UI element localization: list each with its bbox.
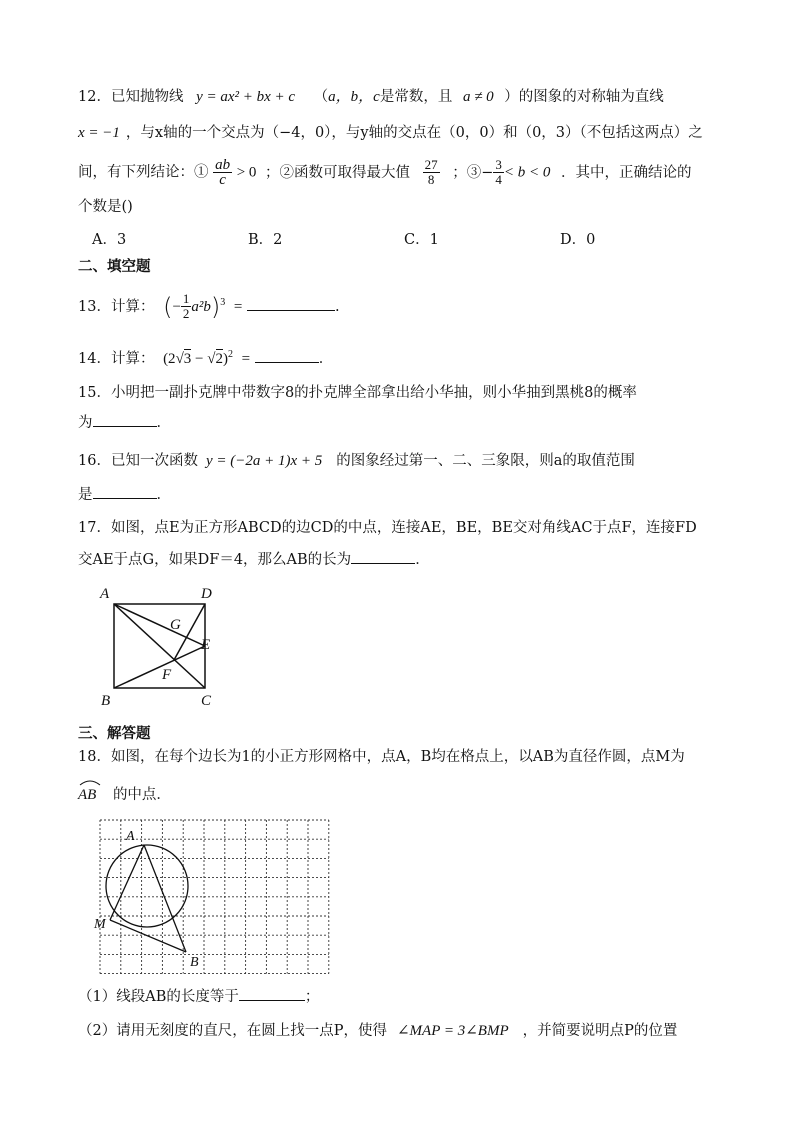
label-b: B [101, 693, 111, 709]
q15-line1: 15．小明把一副扑克牌中带数字8的扑克牌全部拿出给小华抽，则小华抽到黑桃8的概率 [78, 385, 637, 401]
q13-answer-blank[interactable] [247, 296, 335, 311]
q18-line2: AB 的中点． [78, 784, 171, 806]
q15-line2: 为 ． [78, 412, 171, 434]
q13-line: 13．计算： (− $\frac{1}{2}$ a²b)$^3$ = . [78, 291, 340, 322]
arc-ab: AB [78, 784, 96, 806]
label-f: F [162, 667, 172, 683]
segment-am [110, 845, 144, 920]
q12-line2: x = −1 ，与x轴的一个交点为（−4，0），与y轴的交点在（0，0）和（0，3）（不包括这两点）之 [78, 125, 703, 141]
q15-answer-blank[interactable] [93, 412, 157, 427]
q18-line1: 18．如图，在每个边长为1的小正方形网格中，点A，B均在格点上，以AB为直径作圆，点M为 [78, 749, 685, 765]
circle-ab [106, 845, 188, 927]
q17-answer-blank[interactable] [351, 549, 415, 564]
q12-option-d[interactable]: D．0 [560, 232, 596, 248]
label-c: C [201, 693, 212, 709]
label-b18: B [190, 955, 199, 970]
label-a: A [100, 586, 110, 602]
q16-line1: 16．已知一次函数 y = (−2a + 1)x + 5 的图象经过第一、二、三象限，则a的取值范围 [78, 453, 635, 469]
diagonal-ac [114, 604, 205, 688]
q12-line4: 个数是() [78, 199, 133, 215]
section-solution-heading: 三、解答题 [78, 726, 151, 742]
q12-option-a[interactable]: A．3 [92, 232, 127, 248]
q12-line3: 间，有下列结论：① $\frac{ab}{c}$ > 0 ；②函数可取得最大值 $\frac{27}{8}$ ；③− $\frac{3}{4}$ < b < 0 ．其中，正确结论的 [78, 157, 692, 188]
segment-be [114, 646, 205, 688]
q16-line2: 是 ． [78, 484, 171, 506]
q18-answer-blank[interactable] [239, 986, 305, 1001]
q12-option-c[interactable]: C．1 [404, 232, 439, 248]
q17-line1: 17．如图，点E为正方形ABCD的边CD的中点，连接AE，BE，BE交对角线AC于点F，连接FD [78, 520, 697, 536]
label-m18: M [94, 917, 106, 932]
section-fill-in-heading: 二、填空题 [78, 259, 151, 275]
label-e: E [201, 637, 211, 653]
arc-icon [78, 778, 102, 786]
q16-answer-blank[interactable] [93, 484, 157, 499]
q12-line1: 12．已知抛物线 y = ax² + bx + c （a，b，c是常数，且 a ≠ 0 ）的图象的对称轴为直线 [78, 89, 664, 105]
segment-mb [110, 920, 186, 952]
q18-grid-figure [90, 812, 330, 982]
q17-line2: 交AE于点G，如果DF＝4，那么AB的长为 ． [78, 549, 430, 571]
q12-option-b[interactable]: B．2 [248, 232, 283, 248]
segment-ae [114, 604, 205, 646]
label-d: D [201, 586, 212, 602]
q18-sub2: （2）请用无刻度的直尺，在圆上找一点P，使得 ∠MAP = 3∠BMP ，并简要说明点P的位置 [78, 1023, 678, 1039]
q14-answer-blank[interactable] [255, 348, 319, 363]
q18-sub1: （1）线段AB的长度等于 ； [78, 986, 319, 1008]
label-g: G [170, 617, 181, 633]
q14-line: 14．计算： $(2√3 - √2)^2$ = ． [78, 349, 334, 367]
q17-square-figure [92, 582, 232, 712]
label-a18: A [126, 829, 135, 844]
